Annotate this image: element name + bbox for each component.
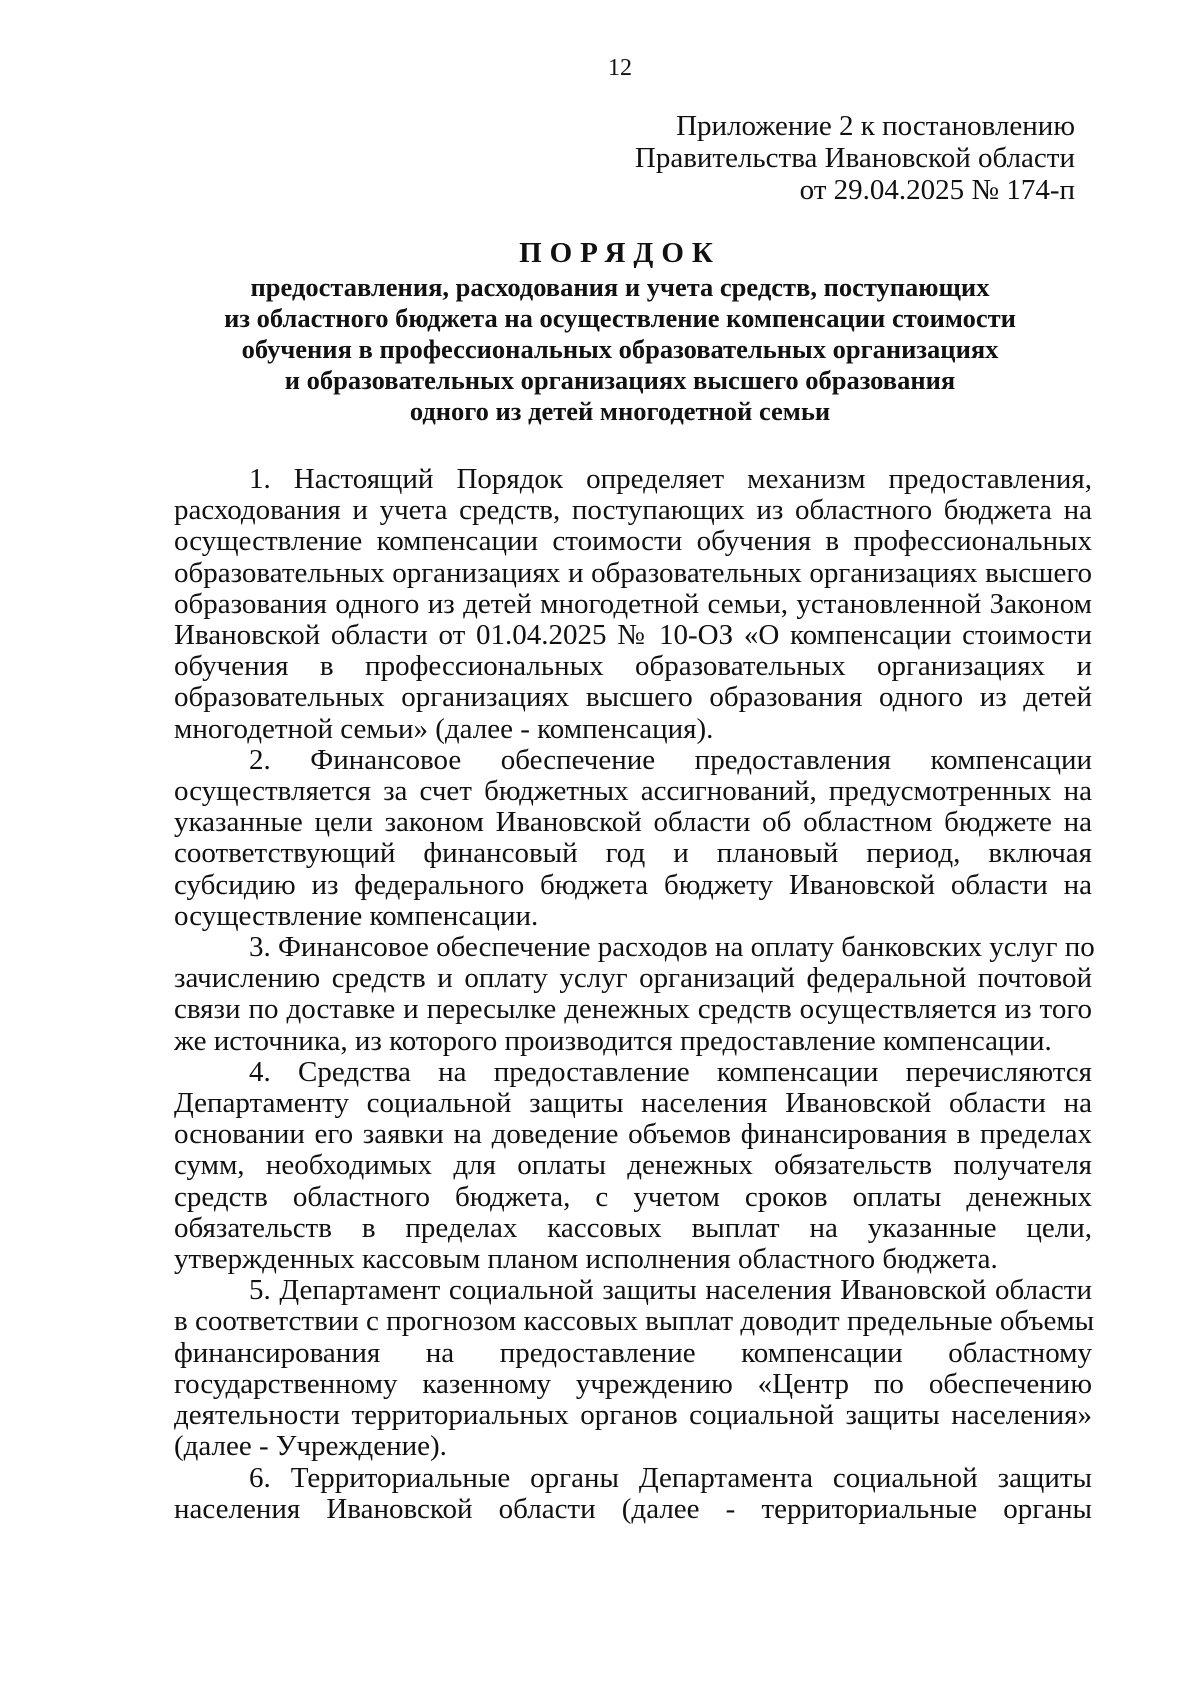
- paragraph-line: многодетной семьи» (далее - компенсация).: [174, 712, 714, 745]
- paragraph-line: субсидию из федерального бюджета бюджету Ивановской области на: [174, 868, 1092, 901]
- paragraph-6: [174, 1463, 1092, 1525]
- paragraph-line: (далее - Учреждение).: [174, 1430, 447, 1463]
- paragraph-line: образования одного из детей многодетной семьи, установленной Законом: [174, 587, 1092, 620]
- paragraph-line: финансирования на предоставление компенсации областному: [174, 1336, 1092, 1369]
- paragraph-line: зачислению средств и оплату услуг организаций федеральной почтовой: [174, 962, 1092, 995]
- paragraph-line: 6. Территориальные органы Департамента социальной защиты: [249, 1461, 1092, 1494]
- paragraph-line: 2. Финансовое обеспечение предоставления компенсации: [249, 743, 1092, 776]
- paragraph-4: [174, 1057, 1092, 1275]
- paragraph-line: обучения в профессиональных образовательных организациях и: [174, 650, 1092, 683]
- paragraph-3: [174, 931, 1095, 1057]
- paragraph-line: осуществление компенсации.: [174, 899, 539, 932]
- paragraph-1: [174, 464, 1092, 745]
- paragraph-line: связи по доставке и пересылке денежных средств осуществляется из того: [174, 993, 1092, 1026]
- paragraph-line: деятельности территориальных органов социальной защиты населения»: [174, 1399, 1092, 1432]
- paragraph-5: [174, 1274, 1095, 1463]
- paragraph-line: образовательных организациях высшего образования одного из детей: [174, 681, 1092, 714]
- document-title: ПОРЯДОК: [519, 237, 721, 269]
- appendix-line: от 29.04.2025 № 174-п: [799, 174, 1075, 206]
- subtitle-line: из областного бюджета на осуществление компенсации стоимости: [224, 303, 1016, 333]
- appendix-reference: [635, 110, 1075, 206]
- paragraph-line: в соответствии с прогнозом кассовых выплат доводит предельные объемы: [174, 1305, 1095, 1338]
- paragraph-line: основании его заявки на доведение объемов финансирования в пределах: [174, 1118, 1092, 1151]
- paragraph-line: 1. Настоящий Порядок определяет механизм предоставления,: [249, 463, 1092, 495]
- document-body: [174, 463, 1095, 1525]
- subtitle-line: обучения в профессиональных образовательных организациях: [241, 334, 999, 364]
- paragraph-line: обязательств в пределах кассовых выплат на указанные цели,: [174, 1211, 1092, 1244]
- paragraph-line: 3. Финансовое обеспечение расходов на оплату банковских услуг по: [249, 931, 1095, 964]
- paragraph-line: сумм, необходимых для оплаты денежных обязательств получателя: [174, 1149, 1092, 1182]
- document-subtitle: [0, 272, 1200, 427]
- paragraph-line: государственному казенному учреждению «Центр по обеспечению: [174, 1367, 1092, 1400]
- paragraph-line: расходования и учета средств, поступающих из областного бюджета на: [174, 494, 1092, 527]
- paragraph-line: 4. Средства на предоставление компенсации перечисляются: [249, 1055, 1092, 1088]
- page-number: 12: [608, 55, 632, 81]
- paragraph-line: указанные цели законом Ивановской области об областном бюджете на: [174, 806, 1092, 839]
- subtitle-line: и образовательных организациях высшего образования: [284, 365, 956, 395]
- subtitle-line: предоставления, расходования и учета средств, поступающих: [250, 272, 990, 302]
- paragraph-line: населения Ивановской области (далее - территориальные органы: [174, 1492, 1092, 1525]
- paragraph-2: [174, 745, 1092, 932]
- appendix-line: Правительства Ивановской области: [634, 142, 1075, 174]
- paragraph-line: же источника, из которого производится предоставление компенсации.: [174, 1024, 1052, 1057]
- paragraph-line: осуществление компенсации стоимости обучения в профессиональных: [174, 525, 1092, 558]
- appendix-line: Приложение 2 к постановлению: [676, 110, 1075, 142]
- paragraph-line: Ивановской области от 01.04.2025 № 10-ОЗ «О компенсации стоимости: [174, 619, 1092, 652]
- subtitle-line: одного из детей многодетной семьи: [409, 396, 831, 426]
- paragraph-line: 5. Департамент социальной защиты населения Ивановской области: [249, 1274, 1092, 1307]
- paragraph-line: образовательных организациях и образовательных организациях высшего: [174, 556, 1092, 589]
- paragraph-line: соответствующий финансовый год и плановый период, включая: [174, 837, 1092, 870]
- paragraph-line: Департаменту социальной защиты населения Ивановской области на: [174, 1087, 1092, 1120]
- paragraph-line: осуществляется за счет бюджетных ассигнований, предусмотренных на: [174, 775, 1092, 808]
- paragraph-line: средств областного бюджета, с учетом сроков оплаты денежных: [174, 1180, 1092, 1213]
- paragraph-line: утвержденных кассовым планом исполнения областного бюджета.: [174, 1243, 998, 1276]
